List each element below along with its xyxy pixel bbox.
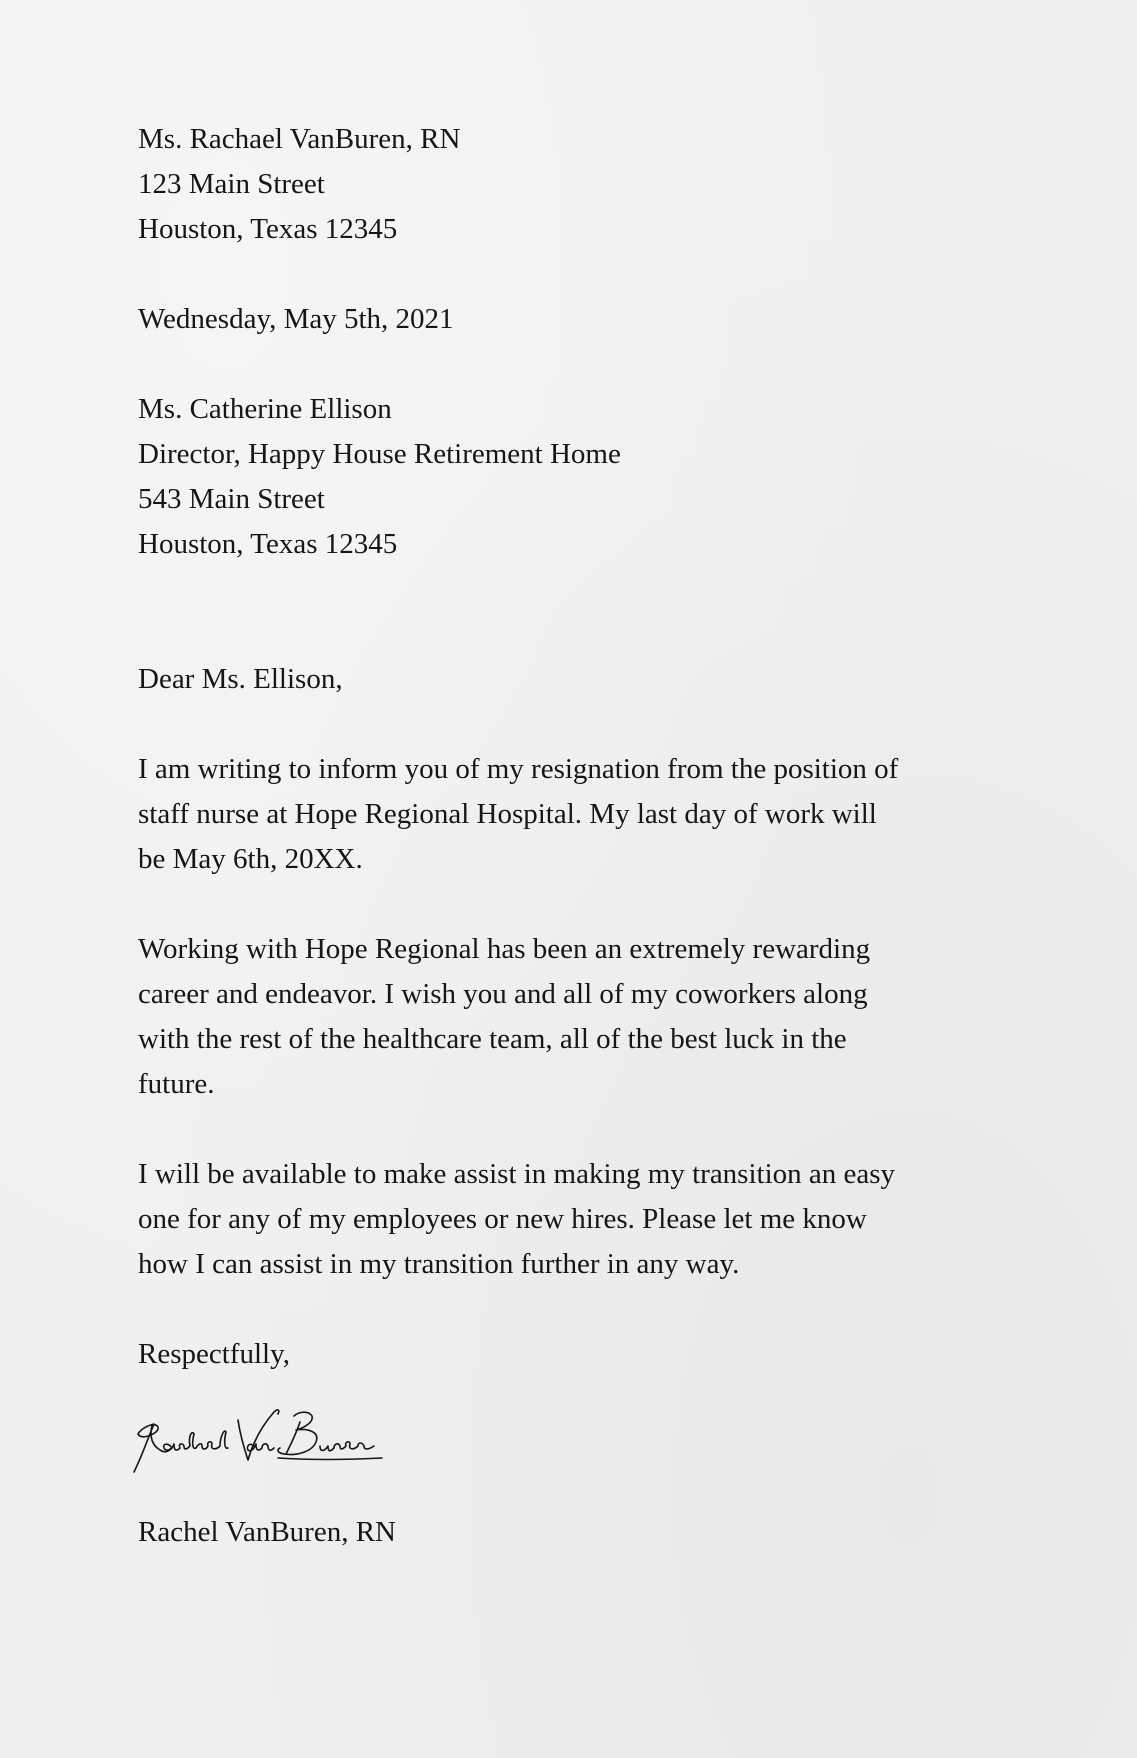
recipient-city: Houston, Texas 12345 bbox=[138, 528, 398, 560]
paragraph-line: career and endeavor. I wish you and all of my coworkers along bbox=[138, 978, 868, 1010]
paragraph-line: Working with Hope Regional has been an extremely rewarding bbox=[138, 933, 871, 965]
sender-street: 123 Main Street bbox=[138, 168, 325, 200]
paragraph-line: future. bbox=[138, 1068, 215, 1100]
letter-date: Wednesday, May 5th, 2021 bbox=[138, 303, 454, 335]
paragraph-resignation bbox=[138, 747, 1018, 882]
paragraph-line: I will be available to make assist in making my transition an easy bbox=[138, 1158, 896, 1190]
recipient-name: Ms. Catherine Ellison bbox=[138, 393, 392, 425]
letter-body bbox=[138, 117, 1018, 1377]
sender-city: Houston, Texas 12345 bbox=[138, 213, 398, 245]
recipient-address bbox=[138, 387, 1018, 567]
paragraph-gratitude bbox=[138, 927, 1018, 1107]
paragraph-transition bbox=[138, 1152, 1018, 1287]
handwritten-signature bbox=[128, 1398, 388, 1478]
recipient-street: 543 Main Street bbox=[138, 483, 325, 515]
salutation: Dear Ms. Ellison, bbox=[138, 663, 343, 695]
paragraph-line: I am writing to inform you of my resignation from the position of bbox=[138, 753, 899, 785]
sender-name: Ms. Rachael VanBuren, RN bbox=[138, 123, 461, 155]
closing: Respectfully, bbox=[138, 1338, 290, 1370]
signed-name: Rachel VanBuren, RN bbox=[138, 1516, 396, 1548]
paragraph-line: with the rest of the healthcare team, all of the best luck in the bbox=[138, 1023, 847, 1055]
paragraph-line: how I can assist in my transition further in any way. bbox=[138, 1248, 740, 1280]
sender-address bbox=[138, 117, 1018, 252]
paragraph-line: one for any of my employees or new hires. Please let me know bbox=[138, 1203, 867, 1235]
paragraph-line: be May 6th, 20XX. bbox=[138, 843, 363, 875]
recipient-title: Director, Happy House Retirement Home bbox=[138, 438, 621, 470]
paragraph-line: staff nurse at Hope Regional Hospital. My last day of work will bbox=[138, 798, 877, 830]
